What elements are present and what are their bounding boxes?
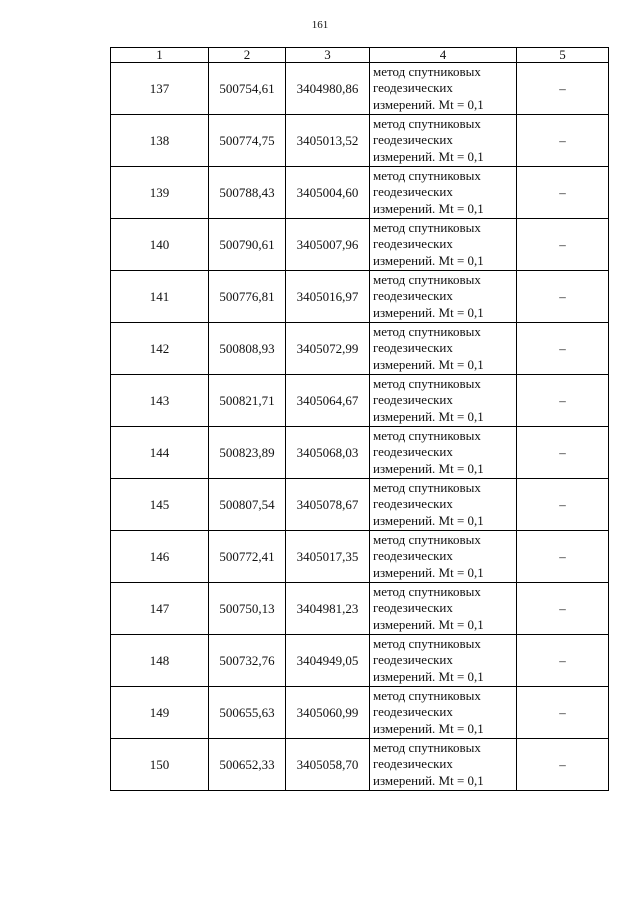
point-number-cell: 146	[111, 531, 209, 583]
note-cell: –	[517, 531, 609, 583]
table-header-row	[111, 48, 609, 63]
table-row	[111, 167, 609, 219]
note-cell: –	[517, 375, 609, 427]
method-line: геодезических	[373, 184, 453, 200]
method-line: измерений. Mt = 0,1	[373, 772, 484, 788]
table-row	[111, 427, 609, 479]
y-coordinate-cell: 3405013,52	[286, 115, 370, 167]
method-line: измерений. Mt = 0,1	[373, 720, 484, 736]
point-number-cell: 141	[111, 271, 209, 323]
method-line: измерений. Mt = 0,1	[373, 252, 484, 268]
y-coordinate-cell: 3405017,35	[286, 531, 370, 583]
method-cell	[370, 219, 517, 271]
note-cell: –	[517, 323, 609, 375]
method-line: метод спутниковых	[373, 167, 481, 183]
point-number-cell: 147	[111, 583, 209, 635]
method-line: метод спутниковых	[373, 687, 481, 703]
x-coordinate-cell: 500652,33	[209, 739, 286, 791]
note-cell: –	[517, 167, 609, 219]
method-line: геодезических	[373, 756, 453, 772]
note-cell: –	[517, 427, 609, 479]
x-coordinate-cell: 500821,71	[209, 375, 286, 427]
x-coordinate-cell: 500750,13	[209, 583, 286, 635]
method-line: геодезических	[373, 132, 453, 148]
y-coordinate-cell: 3405072,99	[286, 323, 370, 375]
method-line: метод спутниковых	[373, 427, 481, 443]
table-row	[111, 63, 609, 115]
method-line: метод спутниковых	[373, 115, 481, 131]
method-cell	[370, 323, 517, 375]
table-row	[111, 323, 609, 375]
method-line: геодезических	[373, 80, 453, 96]
method-cell	[370, 583, 517, 635]
point-number-cell: 138	[111, 115, 209, 167]
method-line: метод спутниковых	[373, 271, 481, 287]
table-row	[111, 739, 609, 791]
note-cell: –	[517, 219, 609, 271]
method-cell	[370, 635, 517, 687]
x-coordinate-cell: 500808,93	[209, 323, 286, 375]
method-cell	[370, 687, 517, 739]
method-line: измерений. Mt = 0,1	[373, 148, 484, 164]
table-row	[111, 531, 609, 583]
table-row	[111, 375, 609, 427]
method-line: измерений. Mt = 0,1	[373, 200, 484, 216]
method-line: метод спутниковых	[373, 219, 481, 235]
method-line: метод спутниковых	[373, 531, 481, 547]
column-header: 2	[209, 48, 286, 63]
method-line: измерений. Mt = 0,1	[373, 356, 484, 372]
method-line: метод спутниковых	[373, 63, 481, 79]
column-header: 3	[286, 48, 370, 63]
column-header: 1	[111, 48, 209, 63]
y-coordinate-cell: 3404981,23	[286, 583, 370, 635]
method-line: измерений. Mt = 0,1	[373, 96, 484, 112]
x-coordinate-cell: 500807,54	[209, 479, 286, 531]
method-cell	[370, 271, 517, 323]
method-line: геодезических	[373, 340, 453, 356]
note-cell: –	[517, 271, 609, 323]
method-line: измерений. Mt = 0,1	[373, 512, 484, 528]
method-cell	[370, 531, 517, 583]
y-coordinate-cell: 3405004,60	[286, 167, 370, 219]
note-cell: –	[517, 63, 609, 115]
point-number-cell: 144	[111, 427, 209, 479]
method-cell	[370, 115, 517, 167]
method-line: измерений. Mt = 0,1	[373, 616, 484, 632]
method-line: измерений. Mt = 0,1	[373, 304, 484, 320]
note-cell: –	[517, 687, 609, 739]
x-coordinate-cell: 500788,43	[209, 167, 286, 219]
method-line: геодезических	[373, 288, 453, 304]
note-cell: –	[517, 583, 609, 635]
table-row	[111, 583, 609, 635]
method-line: геодезических	[373, 496, 453, 512]
point-number-cell: 140	[111, 219, 209, 271]
column-header: 5	[517, 48, 609, 63]
method-cell	[370, 427, 517, 479]
method-cell	[370, 375, 517, 427]
method-cell	[370, 167, 517, 219]
point-number-cell: 142	[111, 323, 209, 375]
column-header: 4	[370, 48, 517, 63]
method-line: измерений. Mt = 0,1	[373, 564, 484, 580]
x-coordinate-cell: 500823,89	[209, 427, 286, 479]
note-cell: –	[517, 479, 609, 531]
y-coordinate-cell: 3405016,97	[286, 271, 370, 323]
y-coordinate-cell: 3404980,86	[286, 63, 370, 115]
point-number-cell: 148	[111, 635, 209, 687]
note-cell: –	[517, 739, 609, 791]
table-row	[111, 635, 609, 687]
point-number-cell: 137	[111, 63, 209, 115]
y-coordinate-cell: 3405058,70	[286, 739, 370, 791]
y-coordinate-cell: 3405064,67	[286, 375, 370, 427]
table-row	[111, 271, 609, 323]
table-row	[111, 479, 609, 531]
x-coordinate-cell: 500776,81	[209, 271, 286, 323]
point-number-cell: 149	[111, 687, 209, 739]
page-number: 161	[311, 19, 329, 31]
point-number-cell: 150	[111, 739, 209, 791]
table-row	[111, 115, 609, 167]
y-coordinate-cell: 3405060,99	[286, 687, 370, 739]
method-line: метод спутниковых	[373, 739, 481, 755]
note-cell: –	[517, 635, 609, 687]
method-cell	[370, 479, 517, 531]
method-line: измерений. Mt = 0,1	[373, 460, 484, 476]
coordinates-table	[110, 47, 609, 791]
note-cell: –	[517, 115, 609, 167]
y-coordinate-cell: 3405068,03	[286, 427, 370, 479]
x-coordinate-cell: 500732,76	[209, 635, 286, 687]
method-line: геодезических	[373, 652, 453, 668]
method-cell	[370, 63, 517, 115]
x-coordinate-cell: 500754,61	[209, 63, 286, 115]
method-line: геодезических	[373, 444, 453, 460]
table-row	[111, 687, 609, 739]
method-cell	[370, 739, 517, 791]
x-coordinate-cell: 500774,75	[209, 115, 286, 167]
method-line: геодезических	[373, 236, 453, 252]
y-coordinate-cell: 3405007,96	[286, 219, 370, 271]
method-line: метод спутниковых	[373, 583, 481, 599]
x-coordinate-cell: 500655,63	[209, 687, 286, 739]
table-row	[111, 219, 609, 271]
x-coordinate-cell: 500772,41	[209, 531, 286, 583]
method-line: геодезических	[373, 392, 453, 408]
method-line: измерений. Mt = 0,1	[373, 668, 484, 684]
method-line: метод спутниковых	[373, 479, 481, 495]
method-line: измерений. Mt = 0,1	[373, 408, 484, 424]
method-line: метод спутниковых	[373, 323, 481, 339]
point-number-cell: 145	[111, 479, 209, 531]
method-line: метод спутниковых	[373, 375, 481, 391]
method-line: метод спутниковых	[373, 635, 481, 651]
point-number-cell: 143	[111, 375, 209, 427]
x-coordinate-cell: 500790,61	[209, 219, 286, 271]
method-line: геодезических	[373, 548, 453, 564]
y-coordinate-cell: 3405078,67	[286, 479, 370, 531]
point-number-cell: 139	[111, 167, 209, 219]
method-line: геодезических	[373, 600, 453, 616]
y-coordinate-cell: 3404949,05	[286, 635, 370, 687]
method-line: геодезических	[373, 704, 453, 720]
